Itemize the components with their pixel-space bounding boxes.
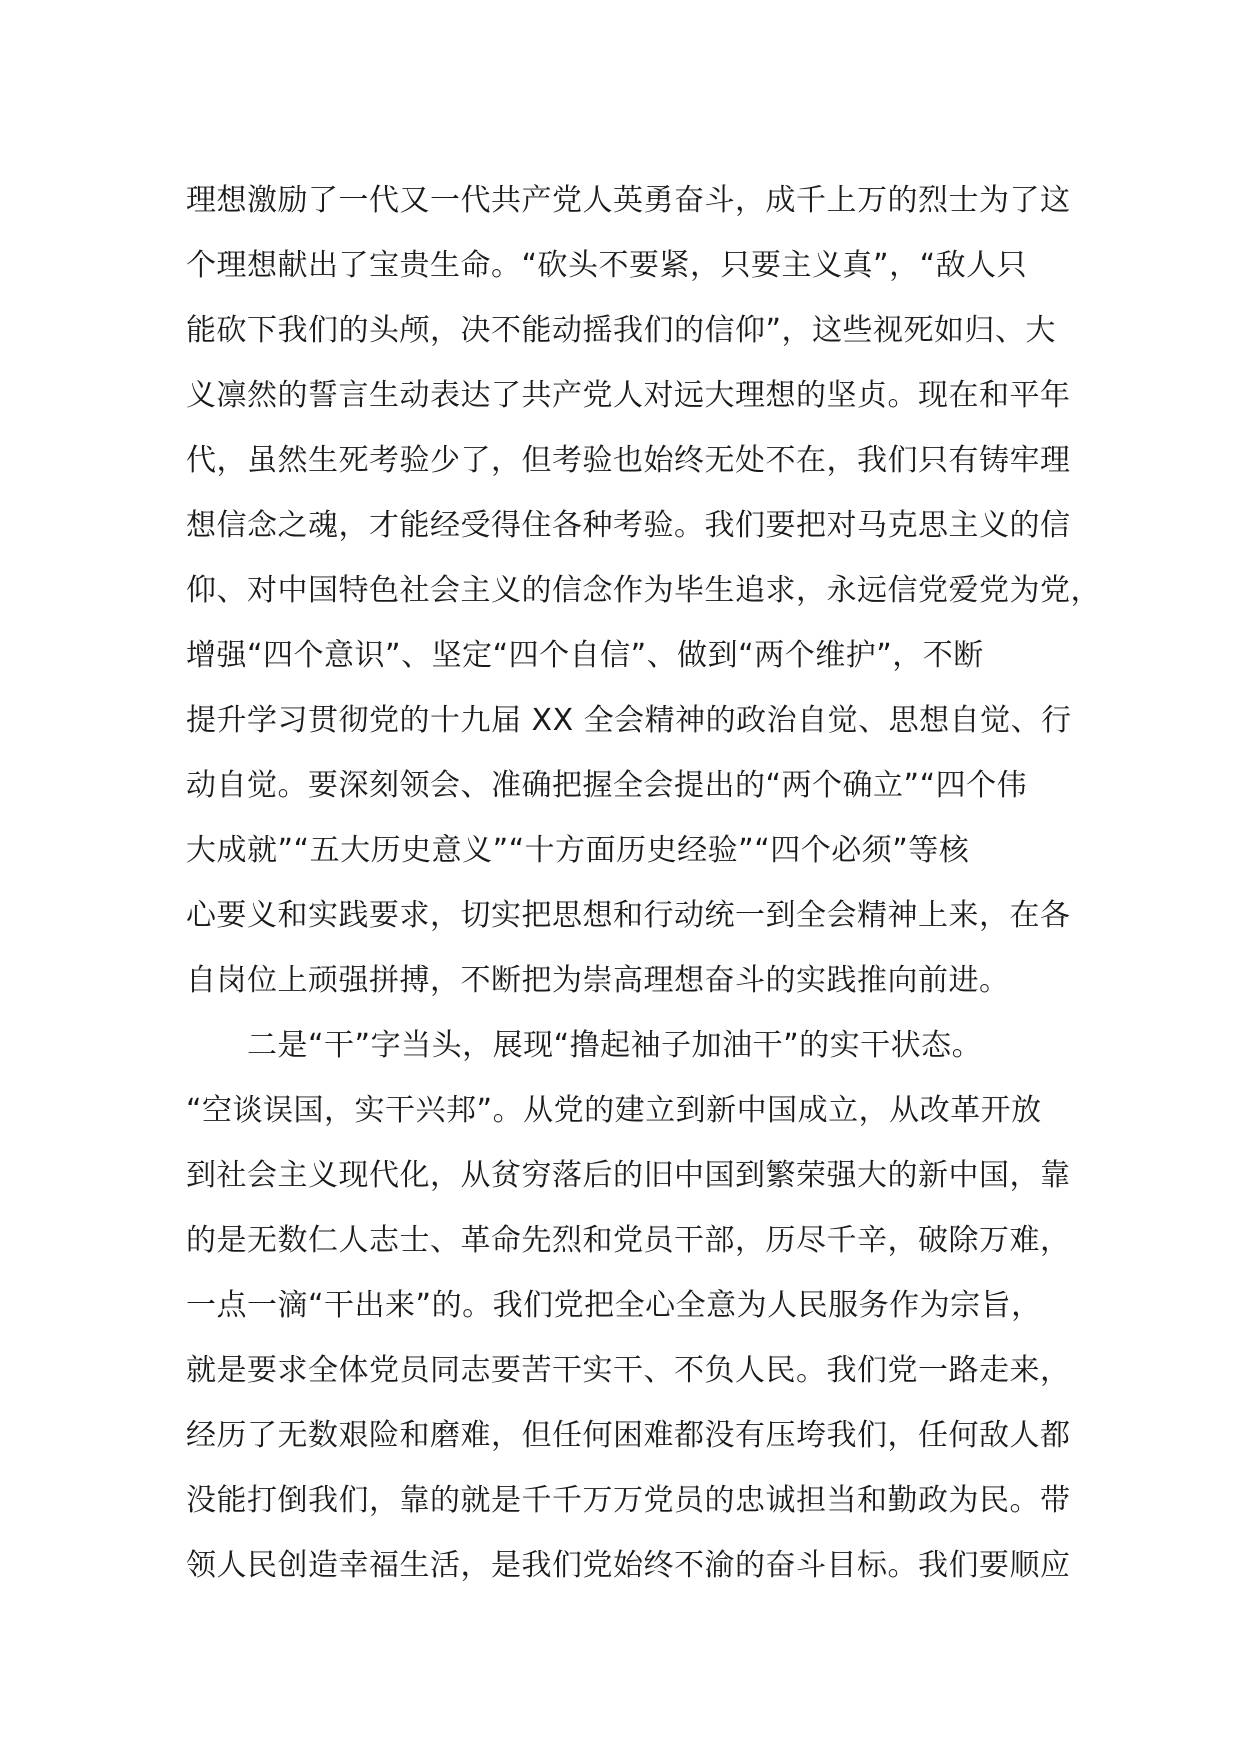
text-line: 动自觉。要深刻领会、准确把握全会提出的“两个确立”“四个伟: [186, 768, 1028, 803]
text-line: 心要义和实践要求，切实把思想和行动统一到全会精神上来，在各: [186, 898, 1071, 933]
text-line: 个理想献出了宝贵生命。“砍头不要紧，只要主义真”，“敌人只: [186, 248, 1028, 283]
text-line: 没能打倒我们，靠的就是千千万万党员的忠诚担当和勤政为民。带: [186, 1483, 1071, 1518]
text-line: 经历了无数艰险和磨难，但任何困难都没有压垮我们，任何敌人都: [186, 1418, 1071, 1453]
text-line: 二是“干”字当头，展现“撸起袖子加油干”的实干状态。: [186, 1028, 983, 1063]
text-line: 领人民创造幸福生活，是我们党始终不渝的奋斗目标。我们要顺应: [186, 1548, 1071, 1583]
text-line: 大成就”“五大历史意义”“十方面历史经验”“四个必须”等核: [186, 833, 970, 868]
text-line: 理想激励了一代又一代共产党人英勇奋斗，成千上万的烈士为了这: [186, 183, 1071, 218]
text-line: 一点一滴“干出来”的。我们党把全心全意为人民服务作为宗旨，: [186, 1288, 1042, 1323]
text-line: 仰、对中国特色社会主义的信念作为毕生追求，永远信党爱党为党，: [186, 573, 1101, 608]
body-text: [186, 168, 1101, 1598]
text-line: 能砍下我们的头颅，决不能动摇我们的信仰”，这些视死如归、大: [186, 313, 1057, 348]
text-line: 到社会主义现代化，从贫穷落后的旧中国到繁荣强大的新中国，靠: [186, 1158, 1071, 1193]
text-line: 就是要求全体党员同志要苦干实干、不负人民。我们党一路走来，: [186, 1353, 1071, 1388]
text-line: 自岗位上顽强拼搏，不断把为崇高理想奋斗的实践推向前进。: [186, 963, 1010, 998]
text-line: 代，虽然生死考验少了，但考验也始终无处不在，我们只有铸牢理: [186, 443, 1071, 478]
text-line: 提升学习贯彻党的十九届 XX 全会精神的政治自觉、思想自觉、行: [186, 703, 1072, 738]
text-line: 的是无数仁人志士、革命先烈和党员干部，历尽千辛，破除万难，: [186, 1223, 1071, 1258]
text-line: “空谈误国，实干兴邦”。从党的建立到新中国成立，从改革开放: [186, 1093, 1042, 1128]
text-line: 增强“四个意识”、坚定“四个自信”、做到“两个维护”，不断: [186, 638, 984, 673]
text-line: 想信念之魂，才能经受得住各种考验。我们要把对马克思主义的信: [186, 508, 1071, 543]
text-line: 义凛然的誓言生动表达了共产党人对远大理想的坚贞。现在和平年: [186, 378, 1071, 413]
